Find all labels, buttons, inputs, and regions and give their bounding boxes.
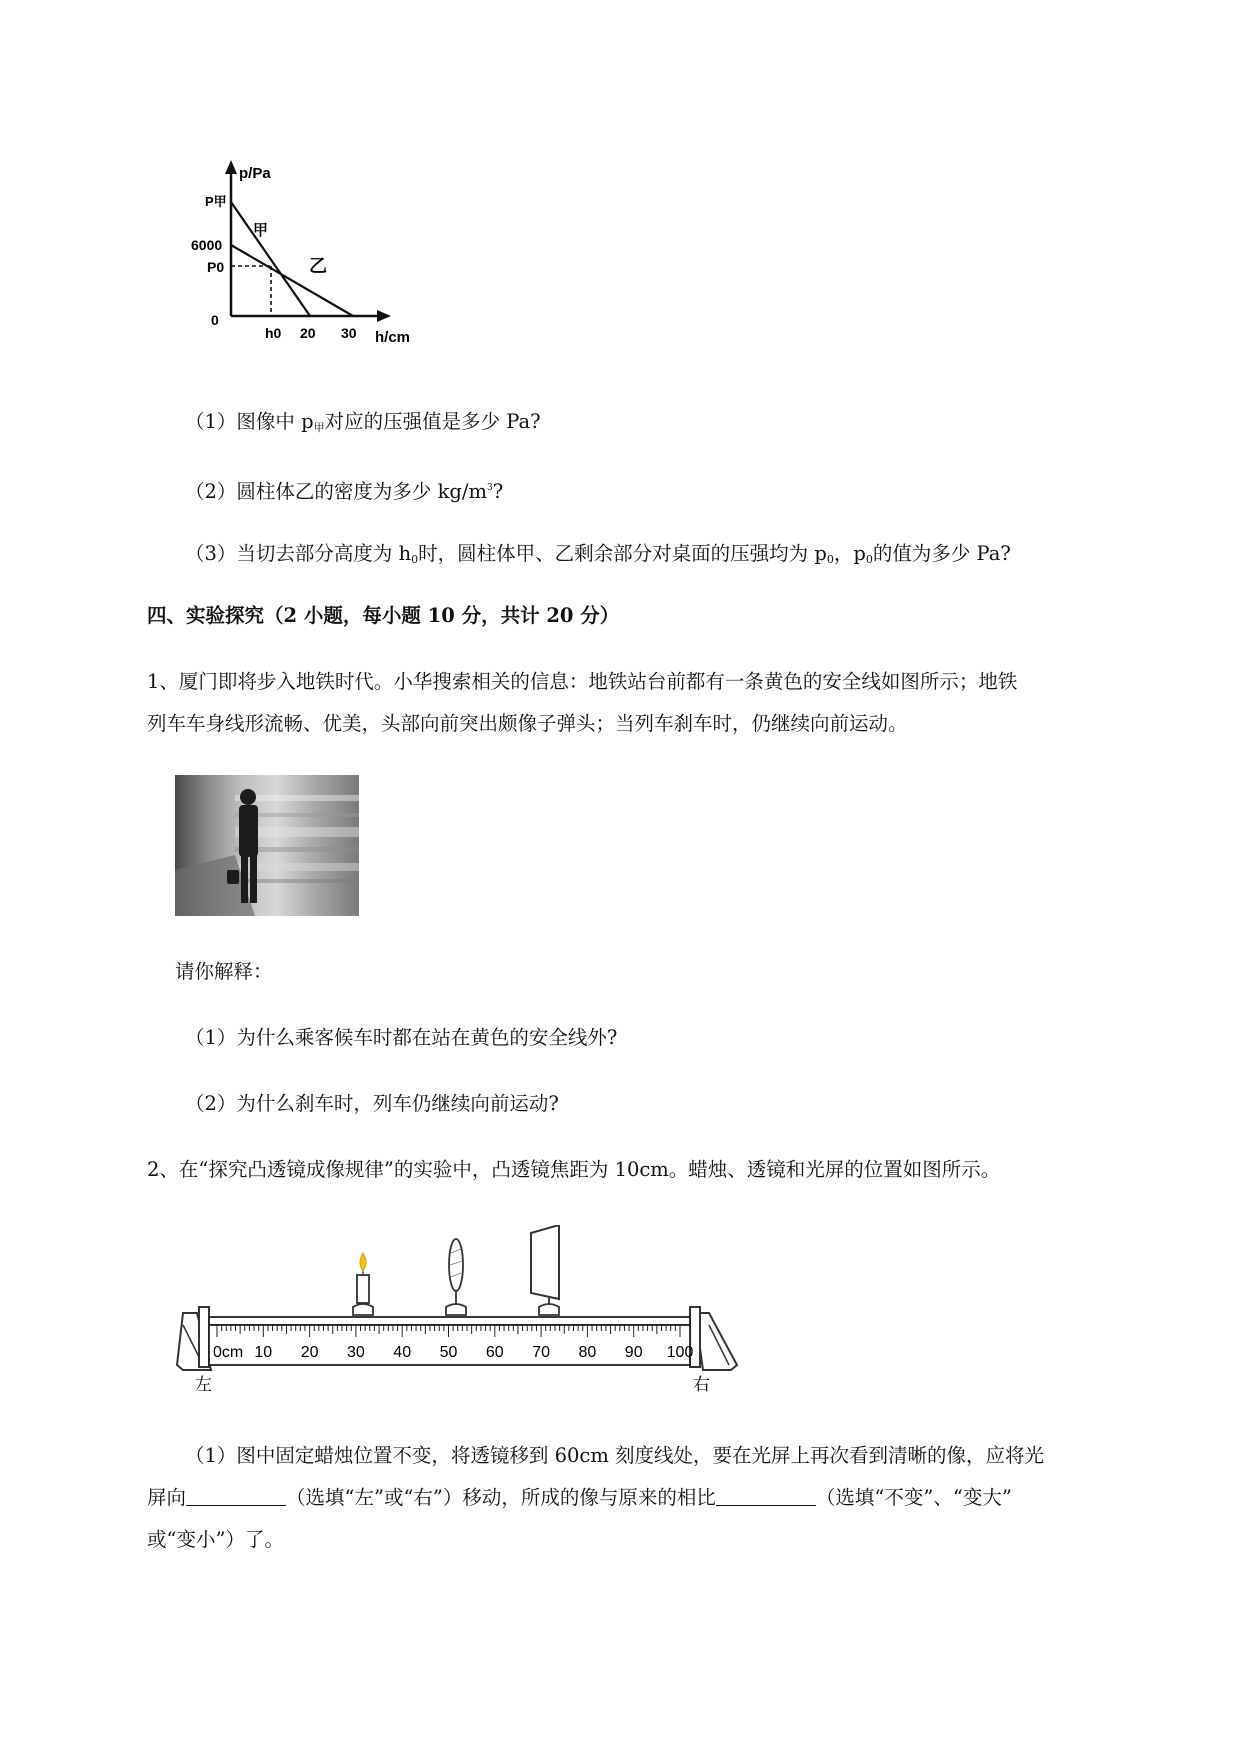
ruler-tick-label: 70 <box>532 1344 550 1361</box>
ruler-tick-label: 80 <box>578 1344 597 1361</box>
right-label: 右 <box>693 1375 710 1394</box>
problem1-line1: 1、厦门即将步入地铁时代。小华搜索相关的信息：地铁站台前都有一条黄色的安全线如图所示；地铁 <box>147 670 1018 693</box>
problem2-q1-line2: 屏向 （选填“左”或“右”）移动，所成的像与原来的相比 （选填“不变”、“变大” <box>147 1486 1012 1509</box>
ruler-tick-label: 30 <box>347 1344 365 1361</box>
ruler-tick-label: 60 <box>485 1344 504 1361</box>
light-screen <box>531 1225 559 1315</box>
optical-bench-diagram <box>175 1225 745 1395</box>
pressure-height-graph <box>185 160 435 360</box>
problem2-q1-line3: 或“变小”）了。 <box>147 1528 284 1551</box>
ruler-tick-label: 20 <box>300 1344 319 1361</box>
ruler-tick-label: 90 <box>624 1344 643 1361</box>
ruler-tick-label: 0cm <box>213 1344 244 1361</box>
problem2-intro: 2、在“探究凸透镜成像规律”的实验中，凸透镜焦距为 10cm。蜡烛、透镜和光屏的位置如图所示。 <box>147 1158 1001 1181</box>
x-tick-h0: h0 <box>265 325 282 341</box>
x-axis-label: h/cm <box>375 329 411 346</box>
question-top-1: （1）图像中 $p_甲$对应的压强值是多少 Pa? <box>185 410 541 434</box>
y-tick-p0: P0 <box>207 259 225 275</box>
ruler-tick-label: 50 <box>439 1344 458 1361</box>
origin-label: 0 <box>211 312 219 328</box>
x-tick-20: 20 <box>300 325 316 341</box>
problem1-line2: 列车车身线形流畅、优美，头部向前突出颇像子弹头；当列车刹车时，仍继续向前运动。 <box>147 712 908 735</box>
ruler-tick-label: 40 <box>393 1344 412 1361</box>
right-stand <box>695 1313 737 1370</box>
ruler-tick-label: 100 <box>666 1344 694 1361</box>
left-label: 左 <box>195 1375 212 1394</box>
convex-lens <box>446 1239 466 1315</box>
problem2-q1-line1: （1）图中固定蜡烛位置不变，将透镜移到 60cm 刻度线处，要在光屏上再次看到清晰的像，应将光 <box>185 1444 1045 1467</box>
label-yi: 乙 <box>309 256 327 276</box>
question-top-3: （3）当切去部分高度为 $h_0$时，圆柱体甲、乙剩余部分对桌面的压强均为 $p_0$，$p_0$的值为多少 Pa? <box>185 542 1011 566</box>
problem1-q2: （2）为什么刹车时，列车仍继续向前运动? <box>185 1092 559 1115</box>
label-jia: 甲 <box>253 222 269 239</box>
y-tick-6000: 6000 <box>191 237 223 253</box>
section-heading: 四、实验探究（2 小题，每小题 10 分，共计 20 分） <box>147 604 620 627</box>
candle <box>353 1253 373 1315</box>
subway-platform-photo <box>175 775 359 916</box>
rail <box>209 1317 690 1325</box>
y-axis-label: p/Pa <box>239 165 271 182</box>
ruler-tick-label: 10 <box>254 1344 273 1361</box>
x-tick-30: 30 <box>341 325 357 341</box>
problem1-q1: （1）为什么乘客候车时都在站在黄色的安全线外? <box>185 1026 618 1049</box>
answer-blank-1[interactable] <box>186 1487 286 1506</box>
y-tick-p-jia: P甲 <box>205 194 227 209</box>
answer-blank-2[interactable] <box>716 1487 816 1506</box>
problem1-prompt: 请你解释： <box>175 960 273 983</box>
question-top-2: （2）圆柱体乙的密度为多少 $kg/m^3$? <box>185 480 504 503</box>
